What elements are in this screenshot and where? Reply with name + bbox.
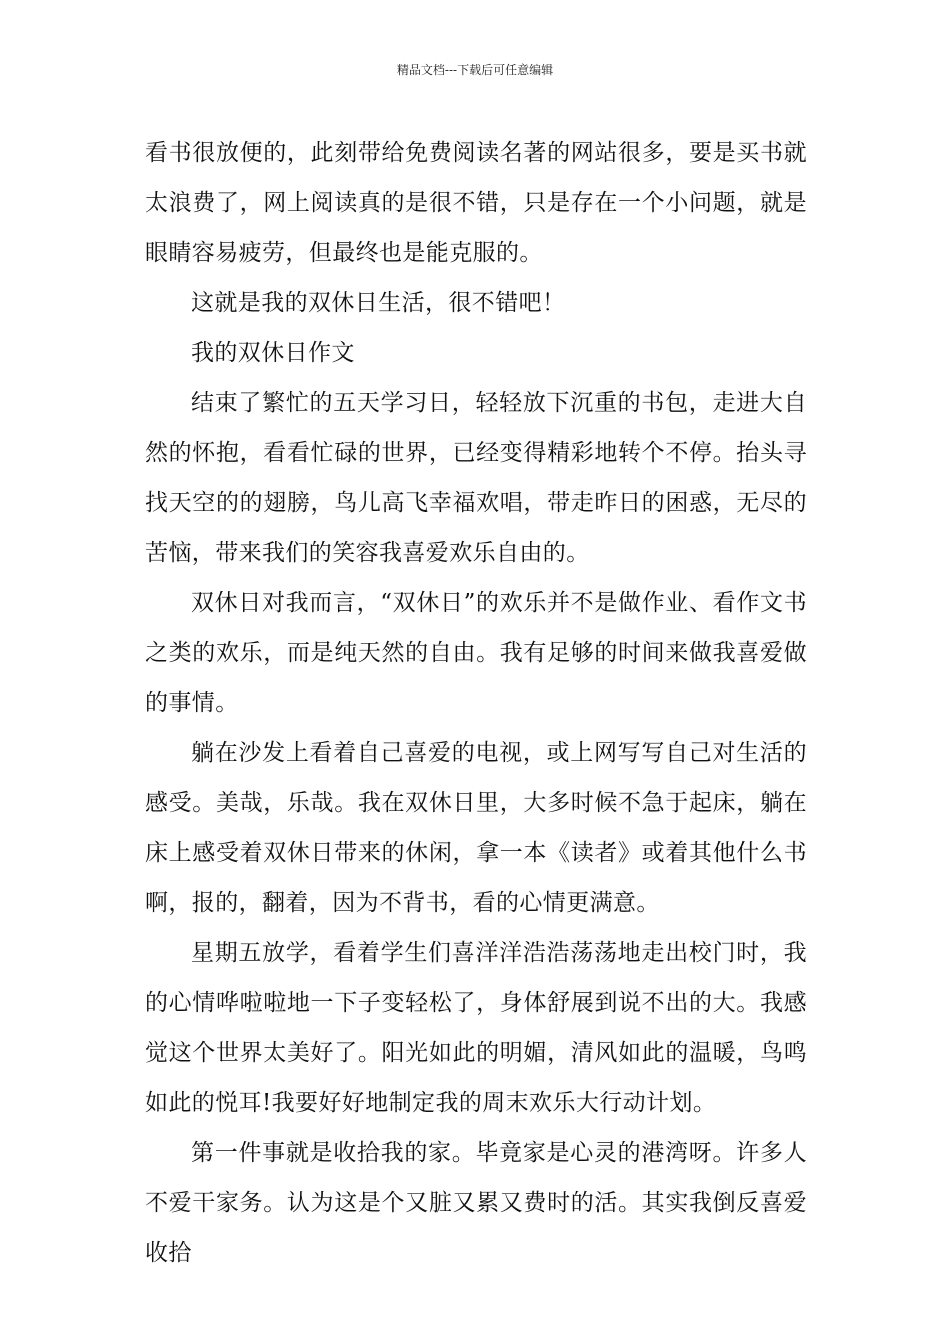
paragraph: 双休日对我而言，“双休日”的欢乐并不是做作业、看作文书之类的欢乐，而是纯天然的自由。我有足够的时间来做我喜爱做的事情。 <box>145 590 807 716</box>
paragraph: 结束了繁忙的五天学习日，轻轻放下沉重的书包，走进大自然的怀抱，看看忙碌的世界，已经变得精彩地转个不停。抬头寻找天空的的翅膀，鸟儿高飞幸福欢唱，带走昨日的困惑，无尽的苦恼，带来我们的笑容我喜爱欢乐自由的。 <box>145 390 807 566</box>
paragraph-continued: 看书很放便的，此刻带给免费阅读名著的网站很多，要是买书就太浪费了，网上阅读真的是很不错，只是存在一个小问题，就是眼睛容易疲劳，但最终也是能克服的。 <box>145 140 807 266</box>
paragraph: 第一件事就是收拾我的家。毕竟家是心灵的港湾呀。许多人不爱干家务。认为这是个又脏又累又费时的活。其实我倒反喜爱收拾 <box>145 1140 807 1266</box>
paragraph: 这就是我的双休日生活，很不错吧！ <box>191 290 566 316</box>
document-body <box>145 128 807 1278</box>
paragraph: 星期五放学，看着学生们喜洋洋浩浩荡荡地走出校门时，我的心情哗啦啦地一下子变轻松了，身体舒展到说不出的大。我感觉这个世界太美好了。阳光如此的明媚，清风如此的温暖，鸟鸣如此的悦耳!我要好好地制定我的周末欢乐大行动计划。 <box>145 940 807 1116</box>
page-header: 精品文档---下载后可任意编辑 <box>396 63 554 77</box>
essay-title: 我的双休日作文 <box>191 340 355 366</box>
paragraph: 躺在沙发上看着自己喜爱的电视，或上网写写自己对生活的感受。美哉，乐哉。我在双休日里，大多时候不急于起床，躺在床上感受着双休日带来的休闲，拿一本《读者》或着其他什么书啊，报的，翻着，因为不背书，看的心情更满意。 <box>145 740 807 916</box>
